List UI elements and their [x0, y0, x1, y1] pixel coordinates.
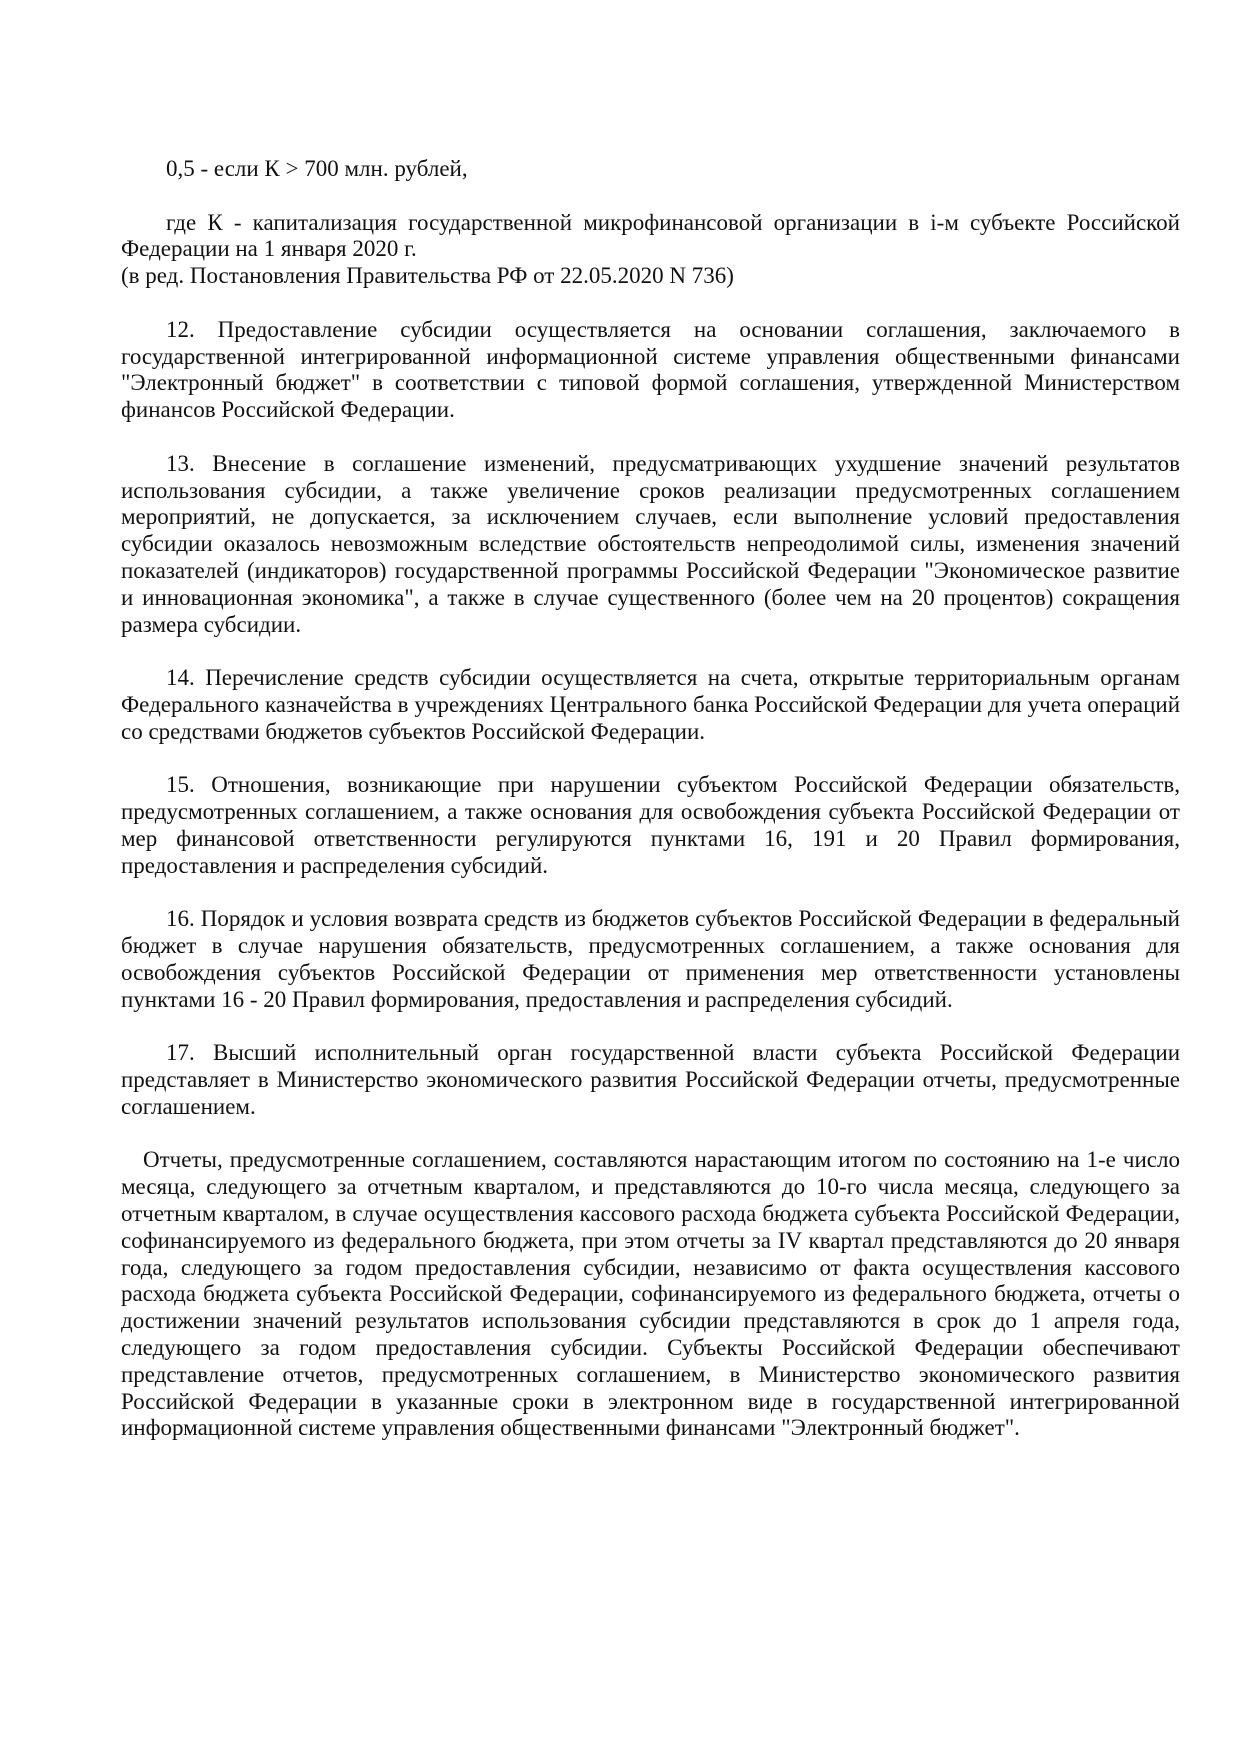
reports-paragraph: Отчеты, предусмотренные соглашением, составляются нарастающим итогом по состоянию на 1-е число месяца, следующего за отчетным кварталом, и представляются до 10-го числа месяца, следующего за отчетным кварталом, в случае осуществления кассового расхода бюджета субъекта Российской Федерации, софинансируемого из федерального бюджета, при этом отчеты за IV квартал представляются до 20 января года, следующего за годом предоставления субсидии, независимо от факта осуществления кассового расхода бюджета субъекта Российской Федерации, софинансируемого из федерального бюджета, отчеты о достижении значений результатов использования субсидии представляются в срок до 1 апреля года, следующего за годом предоставления субсидии. Субъекты Российской Федерации обеспечивают представление отчетов, предусмотренных соглашением, в Министерство экономического развития Российской Федерации в указанные сроки в электронном виде в государственной интегрированной информационной системе управления общественными финансами "Электронный бюджет". [121, 1147, 1180, 1441]
formula-coefficient-line: 0,5 - если К > 700 млн. рублей, [166, 156, 468, 181]
document-page [121, 156, 1180, 1469]
capitalization-definition: где К - капитализация государственной микрофинансовой организации в i-м субъекте Российской Федерации на 1 января 2020 г. [121, 209, 1180, 262]
clause-14: 14. Перечисление средств субсидии осуществляется на счета, открытые территориальным органам Федерального казначейства в учреждениях Центрального банка Российской Федерации для учета операций со средствами бюджетов субъектов Российской Федерации. [121, 665, 1180, 744]
clause-13: 13. Внесение в соглашение изменений, предусматривающих ухудшение значений результатов использования субсидии, а также увеличение сроков реализации предусмотренных соглашением мероприятий, не допускается, за исключением случаев, если выполнение условий предоставления субсидии оказалось невозможным вследствие обстоятельств непреодолимой силы, изменения значений показателей (индикаторов) государственной программы Российской Федерации "Экономическое развитие и инновационная экономика", а также в случае существенного (более чем на 20 процентов) сокращения размера субсидии. [121, 450, 1180, 637]
clause-12: 12. Предоставление субсидии осуществляется на основании соглашения, заключаемого в государственной интегрированной информационной системе управления общественными финансами "Электронный бюджет" в соответствии с типовой формой соглашения, утвержденной Министерством финансов Российской Федерации. [121, 316, 1180, 423]
clause-16: 16. Порядок и условия возврата средств из бюджетов субъектов Российской Федерации в федеральный бюджет в случае нарушения обязательств, предусмотренных соглашением, а также основания для освобождения субъектов Российской Федерации от применения мер ответственности установлены пунктами 16 - 20 Правил формирования, предоставления и распределения субсидий. [121, 906, 1180, 1012]
clause-15: 15. Отношения, возникающие при нарушении субъектом Российской Федерации обязательств, предусмотренных соглашением, а также основания для освобождения субъекта Российской Федерации от мер финансовой ответственности регулируются пунктами 16, 191 и 20 Правил формирования, предоставления и распределения субсидий. [121, 772, 1180, 878]
clause-17: 17. Высший исполнительный орган государственной власти субъекта Российской Федерации представляет в Министерство экономического развития Российской Федерации отчеты, предусмотренные соглашением. [121, 1040, 1180, 1119]
amendment-note: (в ред. Постановления Правительства РФ от 22.05.2020 N 736) [121, 263, 734, 289]
